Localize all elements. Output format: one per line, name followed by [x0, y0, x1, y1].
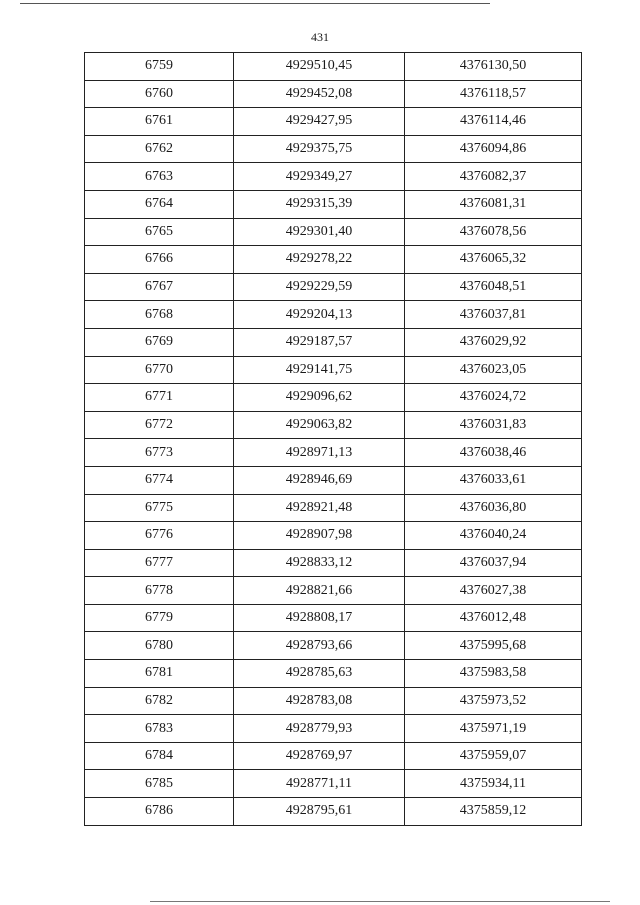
- point-number-cell: 6785: [85, 770, 234, 798]
- x-coordinate-cell: 4928946,69: [234, 466, 405, 494]
- y-coordinate-cell: 4376082,37: [405, 163, 582, 191]
- y-coordinate-cell: 4376033,61: [405, 466, 582, 494]
- coordinates-table-body: [85, 53, 582, 826]
- x-coordinate-cell: 4929510,45: [234, 53, 405, 81]
- x-coordinate-cell: 4929187,57: [234, 328, 405, 356]
- y-coordinate-cell: 4376040,24: [405, 522, 582, 550]
- x-coordinate-cell: 4929278,22: [234, 246, 405, 274]
- y-coordinate-cell: 4376081,31: [405, 190, 582, 218]
- table-row: [85, 687, 582, 715]
- coordinates-table: [84, 52, 582, 826]
- table-row: [85, 522, 582, 550]
- x-coordinate-cell: 4928821,66: [234, 577, 405, 605]
- x-coordinate-cell: 4929229,59: [234, 273, 405, 301]
- point-number-cell: 6776: [85, 522, 234, 550]
- point-number-cell: 6773: [85, 439, 234, 467]
- table-row: [85, 301, 582, 329]
- y-coordinate-cell: 4376027,38: [405, 577, 582, 605]
- y-coordinate-cell: 4376012,48: [405, 604, 582, 632]
- x-coordinate-cell: 4929096,62: [234, 384, 405, 412]
- point-number-cell: 6772: [85, 411, 234, 439]
- y-coordinate-cell: 4375973,52: [405, 687, 582, 715]
- x-coordinate-cell: 4928793,66: [234, 632, 405, 660]
- x-coordinate-cell: 4928795,61: [234, 798, 405, 826]
- table-row: [85, 80, 582, 108]
- y-coordinate-cell: 4375983,58: [405, 660, 582, 688]
- x-coordinate-cell: 4928921,48: [234, 494, 405, 522]
- x-coordinate-cell: 4929349,27: [234, 163, 405, 191]
- table-row: [85, 604, 582, 632]
- table-row: [85, 246, 582, 274]
- table-row: [85, 494, 582, 522]
- table-row: [85, 384, 582, 412]
- y-coordinate-cell: 4376031,83: [405, 411, 582, 439]
- point-number-cell: 6761: [85, 108, 234, 136]
- point-number-cell: 6784: [85, 742, 234, 770]
- y-coordinate-cell: 4376037,81: [405, 301, 582, 329]
- point-number-cell: 6779: [85, 604, 234, 632]
- table-row: [85, 273, 582, 301]
- x-coordinate-cell: 4928779,93: [234, 715, 405, 743]
- point-number-cell: 6763: [85, 163, 234, 191]
- y-coordinate-cell: 4376048,51: [405, 273, 582, 301]
- x-coordinate-cell: 4928783,08: [234, 687, 405, 715]
- y-coordinate-cell: 4375934,11: [405, 770, 582, 798]
- y-coordinate-cell: 4376078,56: [405, 218, 582, 246]
- y-coordinate-cell: 4375971,19: [405, 715, 582, 743]
- table-row: [85, 577, 582, 605]
- x-coordinate-cell: 4928769,97: [234, 742, 405, 770]
- y-coordinate-cell: 4376038,46: [405, 439, 582, 467]
- x-coordinate-cell: 4928785,63: [234, 660, 405, 688]
- table-row: [85, 549, 582, 577]
- table-row: [85, 135, 582, 163]
- table-row: [85, 108, 582, 136]
- x-coordinate-cell: 4928971,13: [234, 439, 405, 467]
- table-row: [85, 632, 582, 660]
- point-number-cell: 6778: [85, 577, 234, 605]
- point-number-cell: 6770: [85, 356, 234, 384]
- table-row: [85, 53, 582, 81]
- point-number-cell: 6765: [85, 218, 234, 246]
- y-coordinate-cell: 4376118,57: [405, 80, 582, 108]
- y-coordinate-cell: 4376130,50: [405, 53, 582, 81]
- y-coordinate-cell: 4376094,86: [405, 135, 582, 163]
- x-coordinate-cell: 4928808,17: [234, 604, 405, 632]
- table-row: [85, 163, 582, 191]
- y-coordinate-cell: 4376114,46: [405, 108, 582, 136]
- x-coordinate-cell: 4928907,98: [234, 522, 405, 550]
- x-coordinate-cell: 4929141,75: [234, 356, 405, 384]
- x-coordinate-cell: 4929204,13: [234, 301, 405, 329]
- point-number-cell: 6768: [85, 301, 234, 329]
- point-number-cell: 6774: [85, 466, 234, 494]
- point-number-cell: 6783: [85, 715, 234, 743]
- point-number-cell: 6760: [85, 80, 234, 108]
- page-number: 431: [311, 30, 329, 44]
- point-number-cell: 6781: [85, 660, 234, 688]
- x-coordinate-cell: 4929375,75: [234, 135, 405, 163]
- x-coordinate-cell: 4928771,11: [234, 770, 405, 798]
- point-number-cell: 6775: [85, 494, 234, 522]
- table-row: [85, 190, 582, 218]
- point-number-cell: 6769: [85, 328, 234, 356]
- point-number-cell: 6786: [85, 798, 234, 826]
- table-row: [85, 439, 582, 467]
- x-coordinate-cell: 4929427,95: [234, 108, 405, 136]
- point-number-cell: 6780: [85, 632, 234, 660]
- table-row: [85, 770, 582, 798]
- table-row: [85, 328, 582, 356]
- bottom-rule: [150, 901, 610, 902]
- table-row: [85, 715, 582, 743]
- top-rule: [20, 3, 490, 4]
- point-number-cell: 6782: [85, 687, 234, 715]
- x-coordinate-cell: 4929063,82: [234, 411, 405, 439]
- table-row: [85, 798, 582, 826]
- y-coordinate-cell: 4376024,72: [405, 384, 582, 412]
- table-row: [85, 411, 582, 439]
- table-row: [85, 466, 582, 494]
- table-row: [85, 742, 582, 770]
- point-number-cell: 6766: [85, 246, 234, 274]
- point-number-cell: 6777: [85, 549, 234, 577]
- point-number-cell: 6759: [85, 53, 234, 81]
- y-coordinate-cell: 4375995,68: [405, 632, 582, 660]
- x-coordinate-cell: 4929315,39: [234, 190, 405, 218]
- y-coordinate-cell: 4376037,94: [405, 549, 582, 577]
- table-row: [85, 356, 582, 384]
- y-coordinate-cell: 4376065,32: [405, 246, 582, 274]
- point-number-cell: 6767: [85, 273, 234, 301]
- x-coordinate-cell: 4929301,40: [234, 218, 405, 246]
- y-coordinate-cell: 4376029,92: [405, 328, 582, 356]
- table-row: [85, 218, 582, 246]
- point-number-cell: 6764: [85, 190, 234, 218]
- table-row: [85, 660, 582, 688]
- point-number-cell: 6762: [85, 135, 234, 163]
- y-coordinate-cell: 4375959,07: [405, 742, 582, 770]
- x-coordinate-cell: 4929452,08: [234, 80, 405, 108]
- x-coordinate-cell: 4928833,12: [234, 549, 405, 577]
- y-coordinate-cell: 4376023,05: [405, 356, 582, 384]
- point-number-cell: 6771: [85, 384, 234, 412]
- y-coordinate-cell: 4376036,80: [405, 494, 582, 522]
- y-coordinate-cell: 4375859,12: [405, 798, 582, 826]
